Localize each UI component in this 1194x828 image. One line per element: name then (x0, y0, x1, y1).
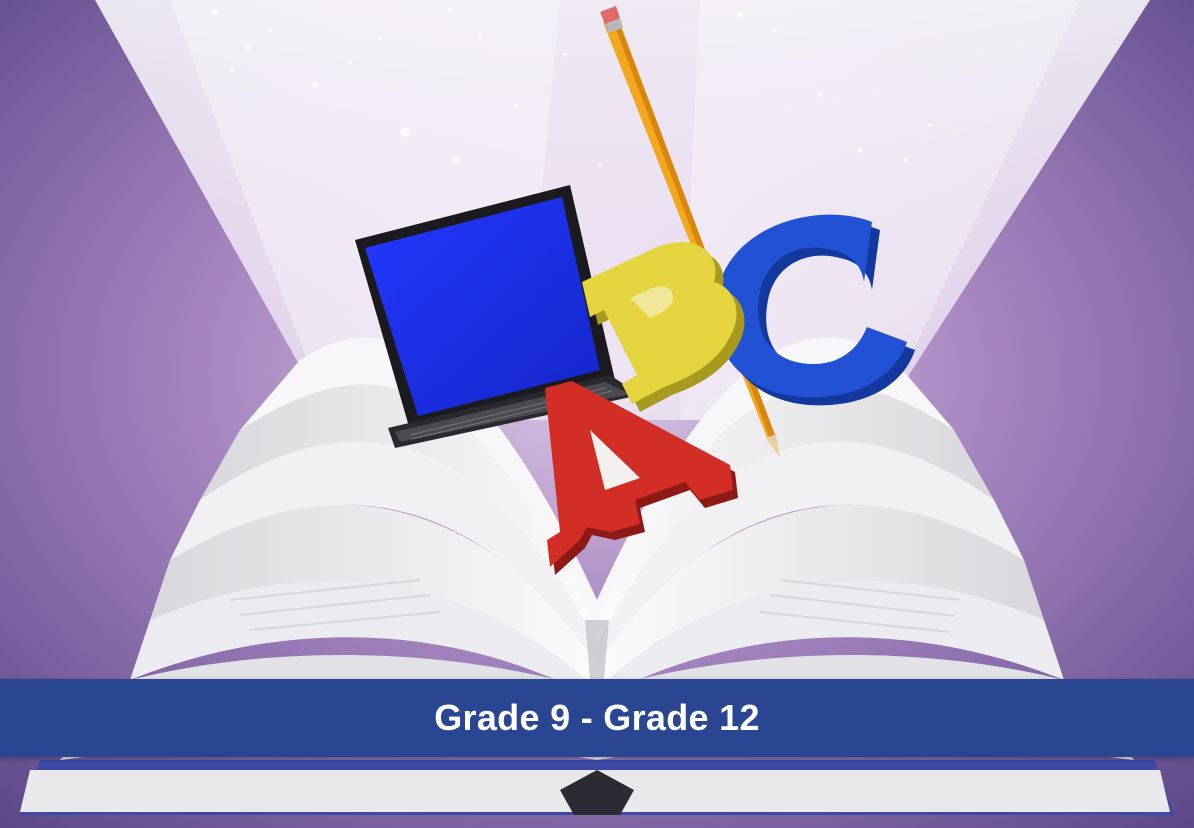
grade-range-text: Grade 9 - Grade 12 (434, 697, 760, 738)
grade-range-banner (0, 679, 1194, 757)
